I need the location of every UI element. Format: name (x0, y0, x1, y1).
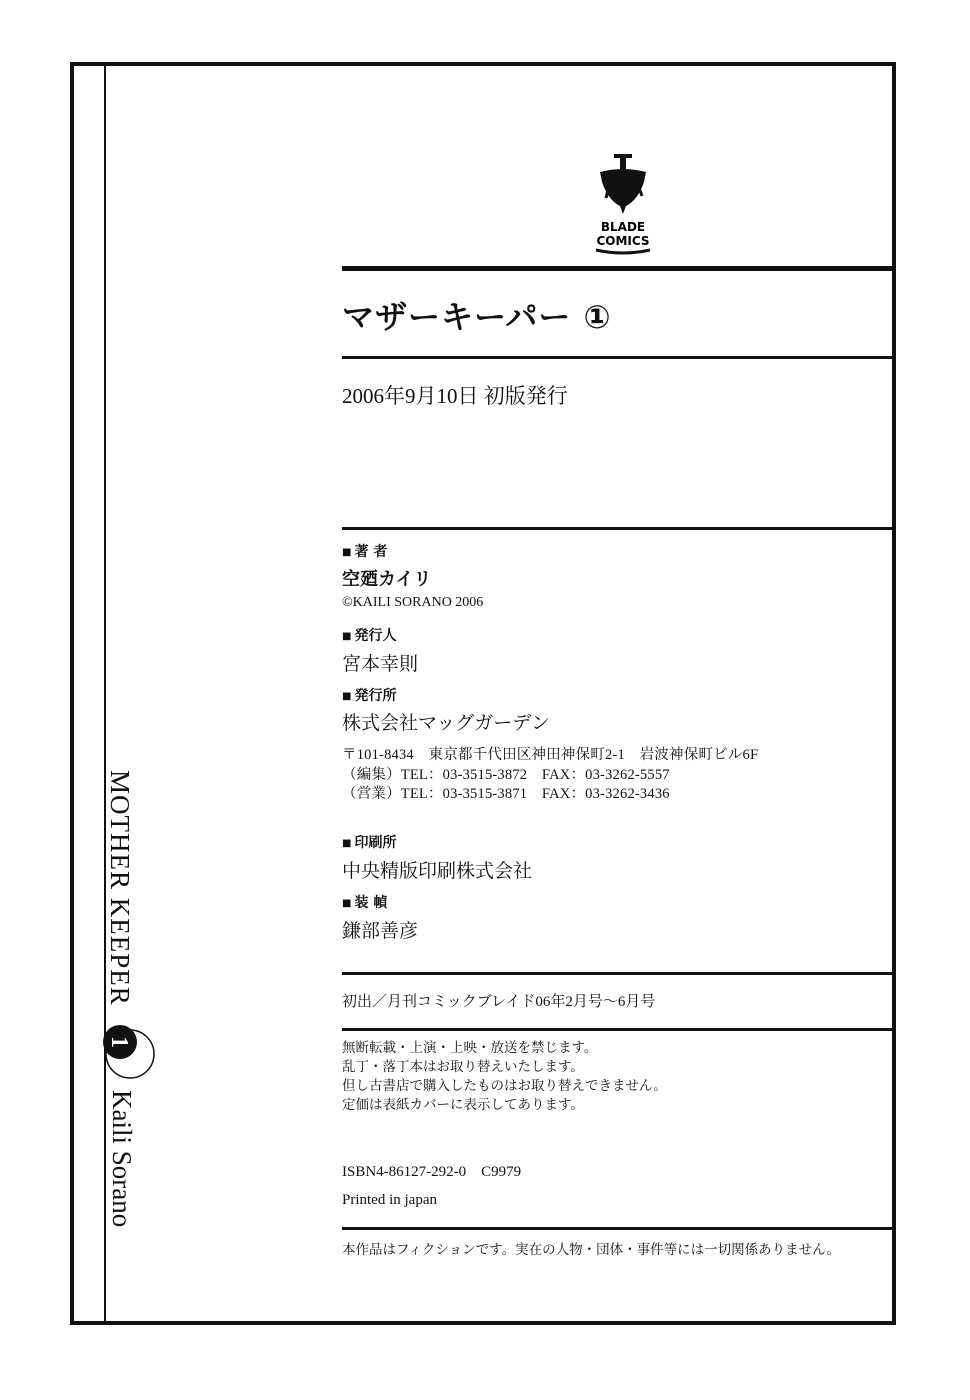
publication-date: 2006年9月10日 初版発行 (342, 384, 568, 408)
rule-credits (342, 527, 896, 530)
design-label: ■ 装 幀 (342, 892, 387, 912)
publisher-address: 〒101-8434 東京都千代田区神田神保町2-1 岩波神保町ビル6F (342, 747, 759, 763)
isbn: ISBN4-86127-292-0 C9979 (342, 1164, 522, 1180)
publisher-person: 宮本幸則 (342, 654, 419, 675)
printed-in: Printed in japan (342, 1192, 437, 1208)
copyright: ©KAILI SORANO 2006 (342, 595, 484, 610)
logo-line2: COMICS (596, 234, 650, 248)
author-name: 空廼カイリ (342, 569, 432, 590)
logo-line1: BLADE (600, 220, 646, 234)
fiction-disclaimer: 本作品はフィクションです。実在の人物・団体・事件等には一切関係ありません。 (342, 1242, 840, 1257)
publisher-editorial: （編集）TEL：03-3515-3872 FAX：03-3262-5557 (342, 767, 670, 783)
rule-disclaimer (342, 1227, 896, 1230)
notice-line: 乱丁・落丁本はお取り替えいたします。 (342, 1059, 584, 1074)
printer-name: 中央精版印刷株式会社 (342, 861, 533, 882)
publisher-person-label: ■ 発行人 (342, 625, 396, 645)
publisher-name: 株式会社マッグガーデン (342, 713, 550, 734)
spine-author: Kaili Sorano (107, 1090, 137, 1228)
rule-title (342, 356, 896, 359)
spine-volume-number: 1 (106, 1036, 132, 1048)
first-appearance: 初出／月刊コミックブレイド06年2月号～6月号 (342, 994, 656, 1010)
author-label: ■ 著 者 (342, 541, 387, 561)
designer-name: 鎌部善彦 (342, 921, 419, 942)
blade-comics-logo-icon (582, 150, 664, 260)
printer-label: ■ 印刷所 (342, 832, 396, 852)
notice-line: 但し古書店で購入したものはお取り替えできません。 (342, 1078, 667, 1093)
spine-title: MOTHER KEEPER (105, 770, 135, 1006)
rule-top (342, 266, 896, 271)
rule-notices (342, 1028, 896, 1031)
notice-line: 定価は表紙カバーに表示してあります。 (342, 1097, 584, 1112)
publisher-sales: （営業）TEL：03-3515-3871 FAX：03-3262-3436 (342, 786, 670, 802)
spine-volume-badge (100, 1022, 158, 1082)
page-border (70, 62, 896, 1325)
publisher-label: ■ 発行所 (342, 685, 396, 705)
book-title: マザーキーパー ① (342, 298, 612, 336)
rule-first-appearance (342, 972, 896, 975)
notice-line: 無断転載・上演・上映・放送を禁じます。 (342, 1040, 598, 1055)
